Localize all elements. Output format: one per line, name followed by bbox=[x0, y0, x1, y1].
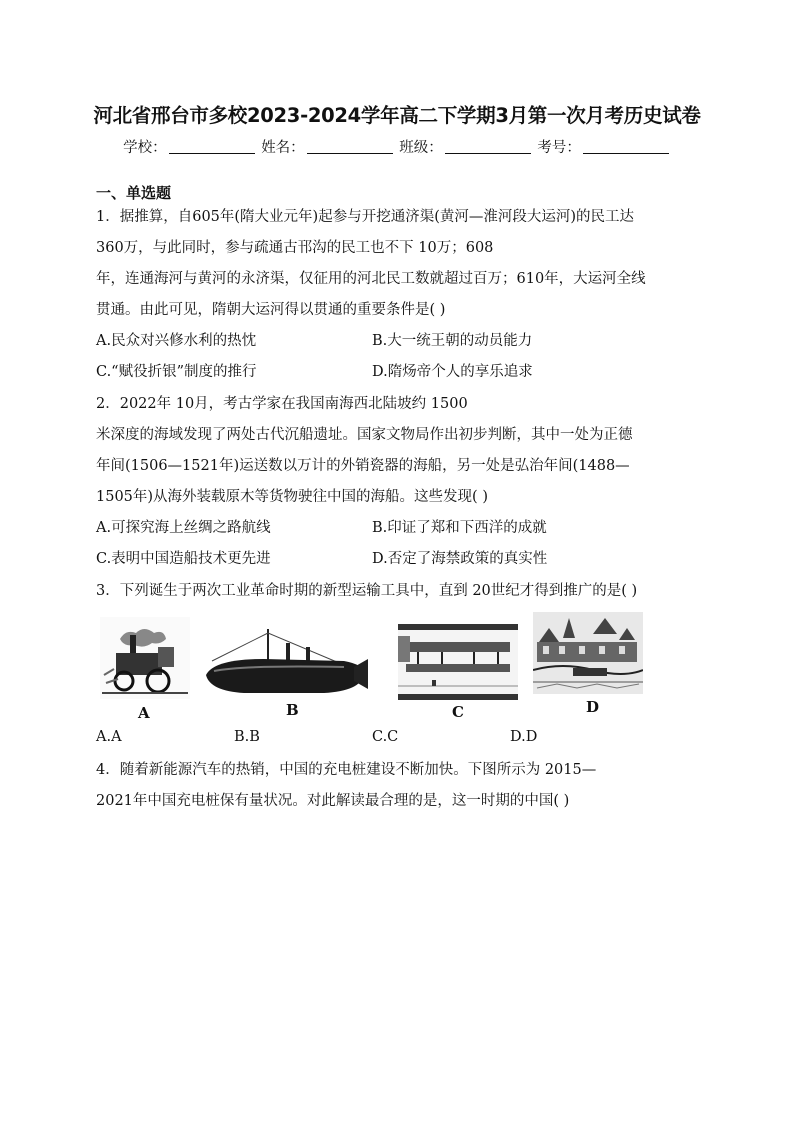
q2-line-3: 年间(1506—1521年)运送数以万计的外销瓷器的海船，另一处是弘治年间(1488— bbox=[96, 458, 630, 474]
q3-option-c[interactable]: C.C bbox=[372, 729, 399, 745]
q3-option-b[interactable]: B.B bbox=[234, 729, 260, 745]
image-label-d: D bbox=[586, 698, 600, 716]
exam-title: 河北省邢台市多校2023-2024学年高二下学期3月第一次月考历史试卷 bbox=[93, 104, 701, 127]
q4-line-1: 4．随着新能源汽车的热销，中国的充电桩建设不断加快。下图所示为 2015— bbox=[96, 762, 597, 778]
airplane-image bbox=[398, 624, 518, 700]
student-info-row bbox=[0, 136, 794, 157]
image-label-c: C bbox=[452, 703, 464, 721]
class-label: 班级： bbox=[399, 140, 443, 156]
submarine-image bbox=[204, 625, 372, 701]
image-label-a: A bbox=[138, 704, 150, 722]
number-blank[interactable] bbox=[583, 139, 669, 154]
class-blank[interactable] bbox=[445, 139, 531, 154]
name-label: 姓名： bbox=[261, 140, 305, 156]
q1-option-b[interactable]: B.大一统王朝的动员能力 bbox=[372, 333, 533, 349]
image-label-b: B bbox=[286, 701, 299, 719]
q1-line-4: 贯通。由此可见，隋朝大运河得以贯通的重要条件是( ) bbox=[96, 302, 446, 318]
school-label: 学校： bbox=[123, 140, 167, 156]
q2-line-2: 米深度的海域发现了两处古代沉船遗址。国家文物局作出初步判断，其中一处为正德 bbox=[96, 427, 633, 443]
name-blank[interactable] bbox=[307, 139, 393, 154]
q2-line-1: 2．2022年 10月，考古学家在我国南海西北陆坡约 1500 bbox=[96, 396, 468, 412]
q2-option-a[interactable]: A.可探究海上丝绸之路航线 bbox=[96, 520, 271, 536]
q1-line-1: 1．据推算，自605年(隋大业元年)起参与开挖通济渠(黄河—淮河段大运河)的民工达 bbox=[96, 209, 635, 225]
q2-option-c[interactable]: C.表明中国造船技术更先进 bbox=[96, 551, 271, 567]
q1-option-a[interactable]: A.民众对兴修水利的热忱 bbox=[96, 333, 257, 349]
steam-vehicle-image bbox=[100, 617, 190, 699]
number-label: 考号： bbox=[537, 140, 581, 156]
q4-line-2: 2021年中国充电桩保有量状况。对此解读最合理的是，这一时期的中国( ) bbox=[96, 793, 570, 809]
q1-line-3: 年，连通海河与黄河的永济渠，仅征用的河北民工数就超过百万；610年，大运河全线 bbox=[96, 271, 646, 287]
q3-option-d[interactable]: D.D bbox=[510, 729, 538, 745]
q1-option-c[interactable]: C.“赋役折银”制度的推行 bbox=[96, 364, 257, 380]
city-scene-image bbox=[533, 612, 643, 694]
q3-line-1: 3．下列诞生于两次工业革命时期的新型运输工具中，直到 20世纪才得到推广的是( ) bbox=[96, 583, 638, 599]
q2-line-4: 1505年)从海外装载原木等货物驶往中国的海船。这些发现( ) bbox=[96, 489, 488, 505]
school-blank[interactable] bbox=[169, 139, 255, 154]
q2-option-b[interactable]: B.印证了郑和下西洋的成就 bbox=[372, 520, 547, 536]
q1-option-d[interactable]: D.隋炀帝个人的享乐追求 bbox=[372, 364, 533, 380]
section-heading: 一、单选题 bbox=[96, 184, 172, 202]
q1-line-2: 360万，与此同时，参与疏通古邗沟的民工也不下 10万；608 bbox=[96, 240, 494, 256]
q3-option-a[interactable]: A.A bbox=[96, 729, 122, 745]
q2-option-d[interactable]: D.否定了海禁政策的真实性 bbox=[372, 551, 548, 567]
